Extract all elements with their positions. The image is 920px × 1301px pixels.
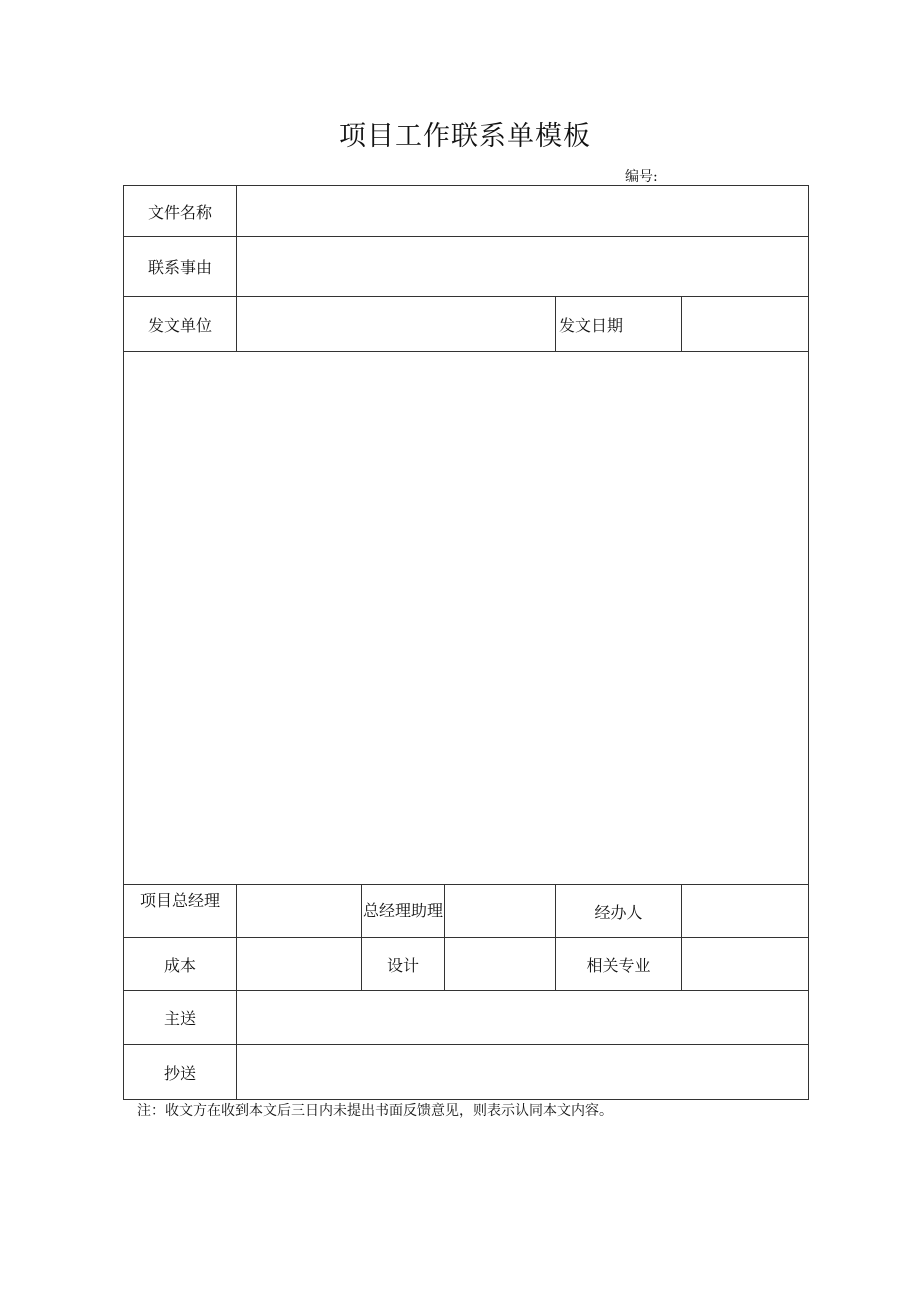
footnote: 注：收文方在收到本文后三日内未提出书面反馈意见，则表示认同本文内容。	[137, 1103, 613, 1119]
subject-field[interactable]	[237, 237, 809, 297]
file-name-label: 文件名称	[124, 186, 237, 237]
cc-label: 抄送	[124, 1045, 237, 1100]
project-gm-field[interactable]	[237, 885, 362, 938]
design-field[interactable]	[445, 938, 556, 991]
content-area[interactable]	[124, 352, 809, 885]
design-label: 设计	[362, 938, 445, 991]
related-specialty-field[interactable]	[682, 938, 809, 991]
cost-label: 成本	[124, 938, 237, 991]
issuing-unit-field[interactable]	[237, 297, 556, 352]
contact-form-table	[123, 185, 809, 1100]
cc-field[interactable]	[237, 1045, 809, 1100]
document-title: 项目工作联系单模板	[339, 121, 591, 152]
handler-field[interactable]	[682, 885, 809, 938]
main-recipient-field[interactable]	[237, 991, 809, 1045]
file-name-field[interactable]	[237, 186, 809, 237]
serial-number-label: 编号:	[625, 169, 658, 185]
issue-date-label: 发文日期	[556, 297, 682, 352]
cost-field[interactable]	[237, 938, 362, 991]
issue-date-field[interactable]	[682, 297, 809, 352]
gm-assistant-field[interactable]	[445, 885, 556, 938]
gm-assistant-label: 总经理助理	[362, 885, 445, 938]
main-recipient-label: 主送	[124, 991, 237, 1045]
project-gm-label: 项目总经理	[124, 885, 237, 938]
handler-label: 经办人	[556, 885, 682, 938]
related-specialty-label: 相关专业	[556, 938, 682, 991]
issuing-unit-label: 发文单位	[124, 297, 237, 352]
subject-label: 联系事由	[124, 237, 237, 297]
